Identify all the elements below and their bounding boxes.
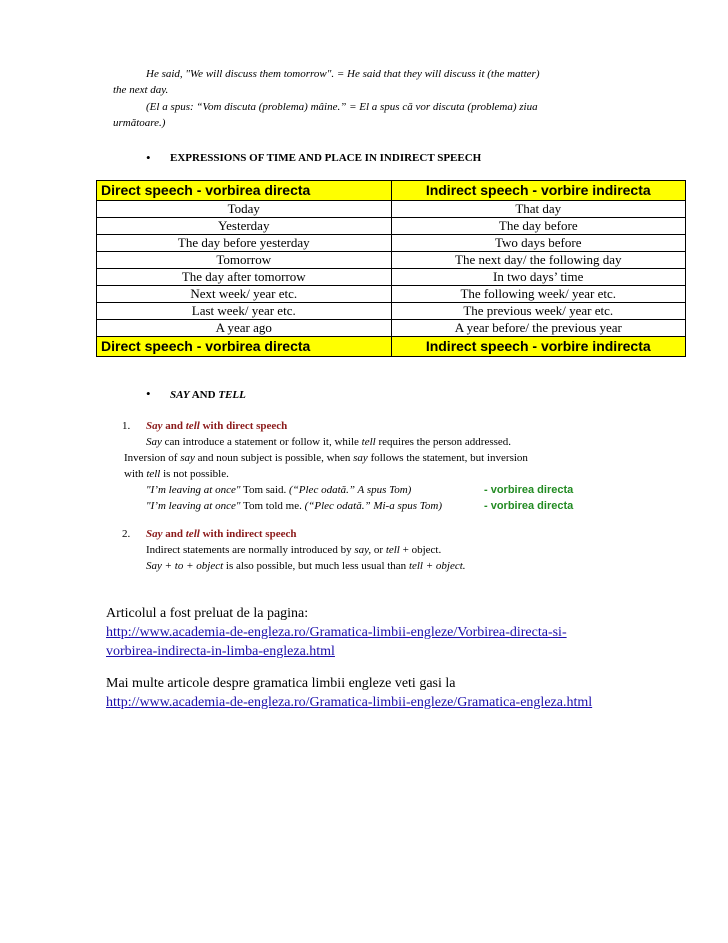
indirect-cell: The day before xyxy=(391,218,686,235)
say-word: say, xyxy=(354,544,372,556)
tell-word: TELL xyxy=(218,389,246,401)
more-articles-link[interactable]: http://www.academia-de-engleza.ro/Gramatica-limbii-engleze/Gramatica-engleza.html xyxy=(106,695,593,710)
table-footer-row xyxy=(97,337,686,357)
table-row xyxy=(97,269,686,286)
direct-cell: The day after tomorrow xyxy=(97,269,392,286)
indirect-cell: That day xyxy=(391,201,686,218)
direct-cell: Tomorrow xyxy=(97,252,392,269)
item-2-para-1 xyxy=(146,542,441,559)
indirect-cell: The following week/ year etc. xyxy=(391,286,686,303)
tell-word: tell xyxy=(185,420,200,432)
text-run: is not possible. xyxy=(160,468,229,480)
and-word: and xyxy=(162,528,186,540)
example-quote: "I’m leaving at once" xyxy=(146,500,241,512)
text-run: Tom told me. xyxy=(240,500,305,512)
text-run: with xyxy=(124,468,147,480)
direct-cell: A year ago xyxy=(97,320,392,337)
indirect-cell: A year before/ the previous year xyxy=(391,320,686,337)
table-row xyxy=(97,320,686,337)
indirect-cell: The next day/ the following day xyxy=(391,252,686,269)
example-translation: (“Plec odată.” A spus Tom) xyxy=(289,484,412,496)
text-run: follows the statement, but inversion xyxy=(367,452,528,464)
section-heading-say-tell xyxy=(170,389,246,401)
example-translation: (“Plec odată.” Mi-a spus Tom) xyxy=(304,500,442,512)
table-header-row xyxy=(97,181,686,201)
item-2-para-2 xyxy=(146,558,466,575)
say-word: Say xyxy=(146,436,162,448)
text-run: tell + object. xyxy=(408,560,466,572)
say-word: say xyxy=(180,452,195,464)
table-row xyxy=(97,252,686,269)
source-link-line-1[interactable]: http://www.academia-de-engleza.ro/Gramatica-limbii-engleze/Vorbirea-directa-si- xyxy=(106,625,567,640)
source-link-line-2[interactable]: vorbirea-indirecta-in-limba-engleza.html xyxy=(106,644,335,659)
indirect-cell: In two days’ time xyxy=(391,269,686,286)
item-2-title xyxy=(146,526,296,543)
example-1 xyxy=(146,482,411,499)
say-word: Say xyxy=(146,528,163,540)
text-run: can introduce a statement or follow it, while xyxy=(161,436,362,448)
text-run: or xyxy=(371,544,386,556)
intro-line-1: He said, "We will discuss them tomorrow". = He said that they will discuss it (the matter) xyxy=(146,68,540,80)
say-word: say xyxy=(353,452,368,464)
item-1-para-1 xyxy=(146,434,511,451)
example-2-label: - vorbirea directa xyxy=(484,500,574,512)
bullet-icon: • xyxy=(146,150,151,165)
item-1-para-3 xyxy=(124,466,229,483)
intro-line-2: the next day. xyxy=(113,84,169,96)
item-2-title-rest: with indirect speech xyxy=(199,528,297,540)
table-row xyxy=(97,201,686,218)
more-articles-label: Mai multe articole despre gramatica limbii engleze veti gasi la xyxy=(106,676,456,691)
source-label: Articolul a fost preluat de la pagina: xyxy=(106,606,309,621)
tell-word: tell xyxy=(361,436,376,448)
table-row xyxy=(97,235,686,252)
item-2-number: 2. xyxy=(122,528,131,540)
text-run: Tom said. xyxy=(240,484,289,496)
example-2 xyxy=(146,498,442,515)
section-heading-expressions: EXPRESSIONS OF TIME AND PLACE IN INDIRECT SPEECH xyxy=(170,152,482,164)
direct-cell: Yesterday xyxy=(97,218,392,235)
bullet-icon: • xyxy=(146,386,151,401)
text-run: Indirect statements are normally introduced by xyxy=(146,544,355,556)
item-1-number: 1. xyxy=(122,420,131,432)
text-run: Inversion of xyxy=(124,452,181,464)
direct-cell: Next week/ year etc. xyxy=(97,286,392,303)
header-indirect: Indirect speech - vorbire indirecta xyxy=(391,181,686,201)
text-run: + object. xyxy=(399,544,442,556)
table-row xyxy=(97,303,686,320)
and-word: AND xyxy=(189,389,219,401)
table-row xyxy=(97,286,686,303)
example-quote: "I’m leaving at once" xyxy=(146,484,241,496)
item-1-title xyxy=(146,418,287,435)
tell-word: tell xyxy=(146,468,161,480)
and-word: and xyxy=(162,420,186,432)
tell-word: tell xyxy=(385,544,400,556)
text-run: Say + to + object xyxy=(146,560,224,572)
text-run: requires the person addressed. xyxy=(375,436,512,448)
direct-cell: Today xyxy=(97,201,392,218)
expressions-table xyxy=(96,180,686,357)
direct-cell: The day before yesterday xyxy=(97,235,392,252)
table-row xyxy=(97,218,686,235)
text-run: is also possible, but much less usual than xyxy=(223,560,409,572)
say-word: Say xyxy=(146,420,163,432)
direct-cell: Last week/ year etc. xyxy=(97,303,392,320)
say-word: SAY xyxy=(170,389,190,401)
tell-word: tell xyxy=(185,528,200,540)
indirect-cell: Two days before xyxy=(391,235,686,252)
intro-line-3: (El a spus: “Vom discuta (problema) mâine.” = El a spus că vor discuta (problema) ziua xyxy=(146,101,538,113)
intro-line-4: următoare.) xyxy=(113,117,166,129)
header-direct: Direct speech - vorbirea directa xyxy=(97,181,392,201)
item-1-para-2 xyxy=(124,450,528,467)
footer-indirect: Indirect speech - vorbire indirecta xyxy=(391,337,686,357)
footer-direct: Direct speech - vorbirea directa xyxy=(97,337,392,357)
item-1-title-rest: with direct speech xyxy=(199,420,288,432)
text-run: and noun subject is possible, when xyxy=(194,452,354,464)
example-1-label: - vorbirea directa xyxy=(484,484,574,496)
indirect-cell: The previous week/ year etc. xyxy=(391,303,686,320)
